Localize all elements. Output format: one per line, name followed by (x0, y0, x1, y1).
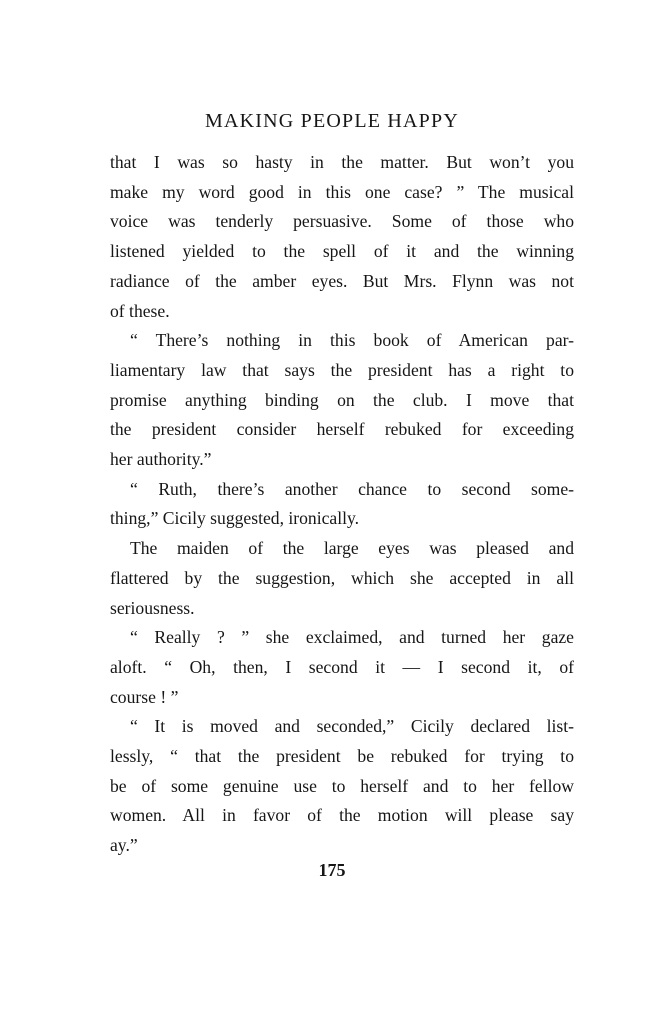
text-line: “ Ruth, there’s another chance to second some- (130, 478, 574, 499)
text-line: voice was tenderly persuasive. Some of those who (110, 211, 574, 232)
text-line: that I was so hasty in the matter. But won’t you (110, 152, 574, 172)
text-line: the president consider herself rebuked for exceeding (110, 419, 574, 440)
text-line: “ There’s nothing in this book of American par- (130, 330, 574, 351)
text-line: her authority.” (110, 449, 212, 470)
text-line: liamentary law that says the president has a right to (110, 359, 574, 380)
text-line: course ! ” (110, 686, 179, 707)
body-text (110, 148, 574, 861)
running-head: MAKING PEOPLE HAPPY (205, 110, 459, 132)
text-line: be of some genuine use to herself and to her fellow (110, 775, 574, 796)
text-line: The maiden of the large eyes was pleased and (130, 538, 574, 559)
text-line: promise anything binding on the club. I move that (110, 389, 574, 410)
text-line: “ It is moved and seconded,” Cicily declared list- (130, 716, 574, 737)
text-line: flattered by the suggestion, which she accepted in all (110, 567, 574, 588)
text-line: listened yielded to the spell of it and the winning (110, 241, 574, 262)
text-line: of these. (110, 300, 170, 321)
text-line: “ Really ? ” she exclaimed, and turned her gaze (130, 627, 574, 648)
text-line: seriousness. (110, 597, 195, 618)
text-line: ay.” (110, 835, 138, 856)
text-line: make my word good in this one case? ” The musical (110, 181, 574, 202)
text-line: women. All in favor of the motion will please say (110, 805, 574, 826)
text-line: aloft. “ Oh, then, I second it — I second it, of (110, 656, 574, 677)
page-number: 175 (318, 860, 346, 880)
text-line: radiance of the amber eyes. But Mrs. Flynn was not (110, 270, 574, 291)
text-line: thing,” Cicily suggested, ironically. (110, 508, 360, 529)
text-line: lessly, “ that the president be rebuked for trying to (110, 746, 574, 767)
